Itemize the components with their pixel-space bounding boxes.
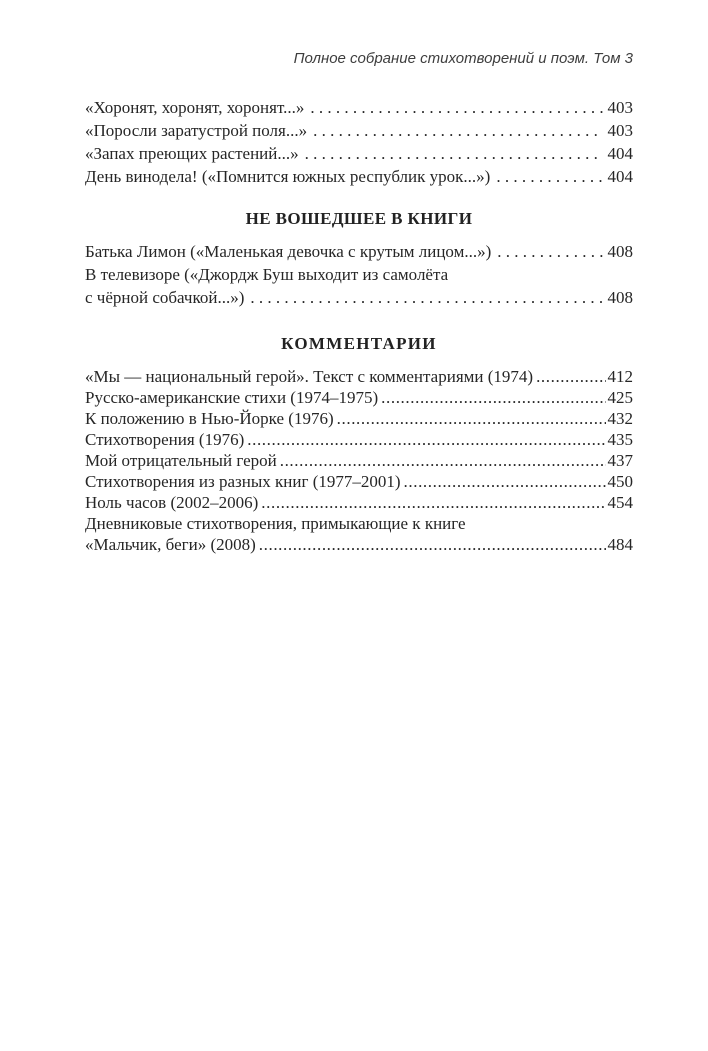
toc-row xyxy=(85,286,633,309)
toc-row xyxy=(85,471,633,492)
dot-leader xyxy=(305,142,603,165)
entry-title: «Мальчик, беги» (2008) xyxy=(85,535,256,554)
dot-leader xyxy=(496,165,602,188)
book-page xyxy=(0,50,708,1051)
toc-entry xyxy=(85,387,633,408)
toc-entry xyxy=(85,240,633,263)
toc-entry xyxy=(85,96,633,119)
page-number: 404 xyxy=(607,167,633,186)
page-number: 425 xyxy=(607,388,633,407)
dot-leader xyxy=(247,429,605,450)
entry-title: Стихотворения (1976) xyxy=(85,430,245,449)
page-content xyxy=(0,50,708,555)
section-heading: КОММЕНТАРИИ xyxy=(281,334,437,353)
page-number: 484 xyxy=(607,535,633,554)
toc-entry xyxy=(85,450,633,471)
dot-leader xyxy=(259,534,606,555)
running-head: Полное собрание стихотворений и поэм. Том 3 xyxy=(293,50,633,67)
page-number: 454 xyxy=(607,493,633,512)
section-heading: НЕ ВОШЕДШЕЕ В КНИГИ xyxy=(245,209,473,228)
dot-leader xyxy=(404,471,606,492)
toc-entry xyxy=(85,142,633,165)
toc-entry xyxy=(85,263,633,309)
entry-title: В телевизоре («Джордж Буш выходит из самолёта xyxy=(85,265,449,284)
entry-title: «Поросли заратустрой поля...» xyxy=(85,121,308,140)
toc-entry xyxy=(85,492,633,513)
page-number: 403 xyxy=(607,98,633,117)
page-number: 412 xyxy=(607,367,633,386)
dot-leader xyxy=(280,450,606,471)
entry-title: Мой отрицательный герой xyxy=(85,451,277,470)
page-number: 450 xyxy=(607,472,633,491)
page-number: 403 xyxy=(607,121,633,140)
entry-title: К положению в Нью-Йорке (1976) xyxy=(85,409,334,428)
dot-leader xyxy=(313,119,602,142)
toc-row xyxy=(85,165,633,188)
toc-row xyxy=(85,263,633,286)
toc-entry xyxy=(85,471,633,492)
toc-entry xyxy=(85,513,633,555)
toc-row xyxy=(85,534,633,555)
page-number: 404 xyxy=(607,144,633,163)
dot-leader xyxy=(381,387,605,408)
dot-leader xyxy=(261,492,605,513)
page-number: 435 xyxy=(607,430,633,449)
dot-leader xyxy=(310,96,602,119)
entry-title: с чёрной собачкой...») xyxy=(85,288,245,307)
toc-row xyxy=(85,513,633,534)
toc-entry xyxy=(85,408,633,429)
page-number: 432 xyxy=(607,409,633,428)
toc-section xyxy=(85,332,633,555)
dot-leader xyxy=(536,366,605,387)
entry-title: Дневниковые стихотворения, примыкающие к книге xyxy=(85,514,466,533)
dot-leader xyxy=(497,240,602,263)
dot-leader xyxy=(337,408,606,429)
toc-entry xyxy=(85,366,633,387)
toc-row xyxy=(85,142,633,165)
page-number: 437 xyxy=(607,451,633,470)
entry-title: Русско-американские стихи (1974–1975) xyxy=(85,388,379,407)
entry-title: «Хоронят, хоронят, хоронят...» xyxy=(85,98,305,117)
toc xyxy=(85,96,633,555)
toc-row xyxy=(85,408,633,429)
toc-entry xyxy=(85,165,633,188)
toc-row xyxy=(85,450,633,471)
toc-row xyxy=(85,429,633,450)
page-number: 408 xyxy=(607,242,633,261)
entry-title: «Запах преющих растений...» xyxy=(85,144,299,163)
toc-section xyxy=(85,207,633,309)
entry-title: Стихотворения из разных книг (1977–2001) xyxy=(85,472,401,491)
entry-title: Ноль часов (2002–2006) xyxy=(85,493,259,512)
toc-row xyxy=(85,119,633,142)
toc-entry xyxy=(85,119,633,142)
toc-row xyxy=(85,240,633,263)
toc-section xyxy=(85,96,633,188)
entry-title: День винодела! («Помнится южных республик урок...») xyxy=(85,167,491,186)
toc-entry xyxy=(85,429,633,450)
toc-row xyxy=(85,387,633,408)
page-number: 408 xyxy=(607,288,633,307)
toc-row xyxy=(85,96,633,119)
entry-title: Батька Лимон («Маленькая девочка с крутым лицом...») xyxy=(85,242,492,261)
toc-row xyxy=(85,366,633,387)
toc-row xyxy=(85,492,633,513)
dot-leader xyxy=(250,286,602,309)
entry-title: «Мы — национальный герой». Текст с комментариями (1974) xyxy=(85,367,534,386)
